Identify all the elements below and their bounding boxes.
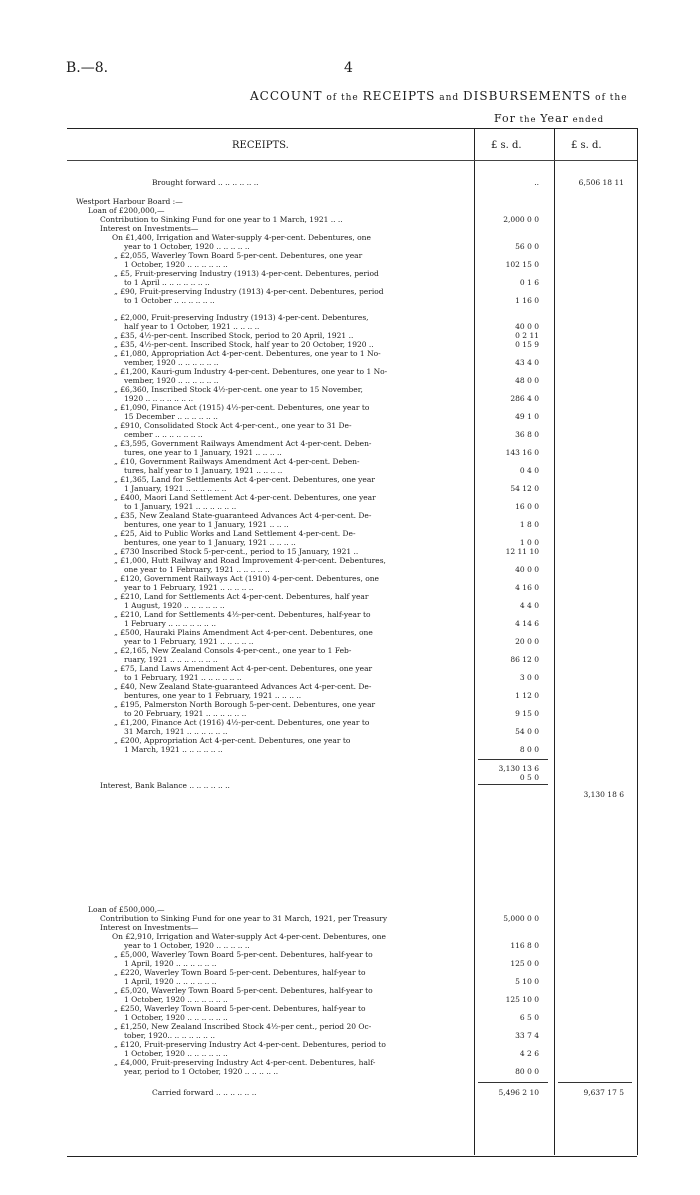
receipt-line: 1 January, 1921 .. .. .. .. .. ..: [124, 484, 227, 493]
receipt-line: Westport Harbour Board :—: [76, 197, 183, 206]
receipt-line: 1 October, 1920 .. .. .. .. .. ..: [124, 995, 228, 1004]
receipt-line: tures, half year to 1 January, 1921 .. .. .. ..: [124, 466, 283, 475]
amount-cell: 125 10 0: [505, 995, 539, 1004]
receipt-line: 1 February .. .. .. .. .. .. ..: [124, 619, 216, 628]
receipt-line: 1 October, 1920 .. .. .. .. .. ..: [124, 1049, 228, 1058]
receipt-line: „ £5,000, Waverley Town Board 5-per-cent. Debentures, half-year to: [114, 950, 373, 959]
receipt-line: „ £120, Fruit-preserving Industry Act 4-per-cent. Debentures, period to: [114, 1040, 386, 1049]
amount-cell: 1 12 0: [515, 691, 539, 700]
amount-cell: 116 8 0: [510, 941, 539, 950]
document-code: B.—8.: [66, 60, 109, 76]
amount-cell: 5,000 0 0: [503, 914, 539, 923]
amount-cell: 0 15 9: [515, 340, 539, 349]
amount-cell: 0 2 11: [515, 331, 539, 340]
receipts-column-header: RECEIPTS.: [232, 140, 289, 151]
amount-cell: 143 16 0: [505, 448, 539, 457]
amount-cell: 4 4 0: [519, 601, 539, 610]
receipt-line: half year to 1 October, 1921 .. .. .. ..: [124, 322, 260, 331]
subtotal-rule: [478, 784, 548, 785]
page-title: [250, 89, 628, 103]
amount-cell: 5 10 0: [515, 977, 539, 986]
amount-cell: 56 0 0: [515, 242, 539, 251]
title-part: of the: [591, 93, 628, 103]
receipt-line: „ £10, Government Railways Amendment Act 4-per-cent. Deben-: [114, 457, 360, 466]
subtitle-part: For: [494, 112, 516, 125]
receipt-line: „ £1,365, Land for Settlements Act 4-per-cent. Debentures, one year: [114, 475, 375, 484]
receipt-line: tures, one year to 1 January, 1921 .. .. .. ..: [124, 448, 282, 457]
amount-cell: 49 1 0: [515, 412, 539, 421]
receipt-line: Loan of £500,000,—: [88, 905, 165, 914]
amount-cell: 4 2 6: [519, 1049, 539, 1058]
receipt-line: „ £910, Consolidated Stock Act 4-per-cent., one year to 31 De-: [114, 421, 352, 430]
amount-cell: 4 16 0: [515, 583, 539, 592]
receipt-line: „ £6,360, Inscribed Stock 4½-per-cent. one year to 15 November,: [114, 385, 363, 394]
receipt-line: „ £40, New Zealand State-guaranteed Advances Act 4-per-cent. De-: [114, 682, 372, 691]
receipt-line: 1 April, 1920 .. .. .. .. .. ..: [124, 959, 217, 968]
receipt-line: to 20 February, 1921 .. .. .. .. .. ..: [124, 709, 247, 718]
amount-cell: 4 14 6: [515, 619, 539, 628]
receipt-line: Loan of £200,000,—: [88, 206, 165, 215]
amount-cell: 20 0 0: [515, 637, 539, 646]
receipt-line: „ £1,080, Appropriation Act 4-per-cent. Debentures, one year to 1 No-: [114, 349, 381, 358]
receipt-line: to 1 February, 1921 .. .. .. .. .. ..: [124, 673, 242, 682]
receipt-line: „ £195, Palmerston North Borough 5-per-cent. Debentures, one year: [114, 700, 376, 709]
column-divider: [637, 128, 638, 1155]
amount-cell: 3 0 0: [519, 673, 539, 682]
amount-cell: 0 5 0: [519, 773, 539, 782]
receipt-line: „ £210, Land for Settlements Act 4-per-cent. Debentures, half year: [114, 592, 369, 601]
receipt-line: 1 August, 1920 .. .. .. .. .. ..: [124, 601, 225, 610]
amount-cell: 1 8 0: [519, 520, 539, 529]
receipt-line: 15 December .. .. .. .. .. ..: [124, 412, 218, 421]
receipt-line: Interest, Bank Balance .. .. .. .. .. ..: [100, 781, 230, 790]
subtitle-part: the: [515, 115, 541, 125]
page-number: 4: [344, 60, 353, 76]
total-cell: 3,130 18 6: [583, 790, 624, 799]
receipt-line: „ £730 Inscribed Stock 5-per-cent., period to 15 January, 1921 ..: [114, 547, 359, 556]
receipt-line: Contribution to Sinking Fund for one year to 31 March, 1921, per Treasury: [100, 914, 388, 923]
receipt-line: to 1 January, 1921 .. .. .. .. .. ..: [124, 502, 237, 511]
amount-cell: 36 8 0: [515, 430, 539, 439]
receipt-line: ruary, 1921 .. .. .. .. .. .. ..: [124, 655, 218, 664]
receipt-line: 1 October, 1920 .. .. .. .. .. ..: [124, 1013, 228, 1022]
receipt-line: bentures, one year to 1 February, 1921 .. .. .. ..: [124, 691, 302, 700]
amount-cell: 12 11 10: [505, 547, 539, 556]
amount-cell: 2,000 0 0: [503, 215, 539, 224]
receipt-line: vember, 1920 .. .. .. .. .. ..: [124, 358, 219, 367]
receipt-line: „ £120, Government Railways Act (1910) 4-per-cent. Debentures, one: [114, 574, 379, 583]
amount-cell: 33 7 4: [515, 1031, 539, 1040]
amount-cell: 0 4 0: [519, 466, 539, 475]
receipt-line: „ £3,595, Government Railways Amendment Act 4-per-cent. Deben-: [114, 439, 372, 448]
receipt-line: year to 1 October, 1920 .. .. .. .. ..: [124, 242, 250, 251]
receipt-line: year to 1 February, 1921 .. .. .. .. ..: [124, 583, 254, 592]
receipt-line: Interest on Investments—: [100, 224, 199, 233]
total-rule: [558, 1082, 632, 1083]
amount-cell: 80 0 0: [515, 1067, 539, 1076]
amount-cell: 86 12 0: [510, 655, 539, 664]
amount-cell: 5,496 2 10: [498, 1088, 539, 1097]
receipt-line: „ £1,090, Finance Act (1915) 4½-per-cent. Debentures, one year to: [114, 403, 370, 412]
title-part: and: [435, 93, 463, 103]
amount-cell: 54 12 0: [510, 484, 539, 493]
header-rule: [67, 160, 637, 161]
receipt-line: vember, 1920 .. .. .. .. .. ..: [124, 376, 219, 385]
receipt-line: 1 March, 1921 .. .. .. .. .. ..: [124, 745, 223, 754]
receipt-line: to 1 April .. .. .. .. .. .. ..: [124, 278, 210, 287]
receipt-line: „ £5,020, Waverley Town Board 5-per-cent. Debentures, half-year to: [114, 986, 373, 995]
receipt-line: year to 1 October, 1920 .. .. .. .. ..: [124, 941, 250, 950]
title-part: RECEIPTS: [362, 89, 436, 103]
receipt-line: „ £5, Fruit-preserving Industry (1913) 4-per-cent. Debentures, period: [114, 269, 379, 278]
receipt-line: „ £25, Aid to Public Works and Land Settlement 4-per-cent. De-: [114, 529, 356, 538]
receipt-line: year, period to 1 October, 1920 .. .. .. .. ..: [124, 1067, 279, 1076]
column-divider: [474, 128, 475, 1155]
receipt-line: Contribution to Sinking Fund for one year to 1 March, 1921 .. ..: [100, 215, 343, 224]
receipt-line: bentures, one year to 1 January, 1921 .. .. .. ..: [124, 538, 296, 547]
receipt-line: „ £2,165, New Zealand Consols 4-per-cent., one year to 1 Feb-: [114, 646, 352, 655]
total-cell: 6,506 18 11: [578, 178, 624, 187]
receipt-line: „ £35, New Zealand State-guaranteed Advances Act 4-per-cent. De-: [114, 511, 372, 520]
amount-cell: 16 0 0: [515, 502, 539, 511]
amount-cell: 54 0 0: [515, 727, 539, 736]
amount-cell: 6 5 0: [519, 1013, 539, 1022]
title-part: DISBURSEMENTS: [463, 89, 592, 103]
subtotal-rule: [478, 759, 548, 760]
receipt-line: „ £1,250, New Zealand Inscribed Stock 4½-per cent., period 20 Oc-: [114, 1022, 372, 1031]
amount-cell: 102 15 0: [505, 260, 539, 269]
receipt-line: „ £250, Waverley Town Board 5-per-cent. Debentures, half-year to: [114, 1004, 366, 1013]
total-cell: 9,637 17 5: [583, 1088, 624, 1097]
title-part: ACCOUNT: [250, 89, 323, 103]
receipt-line: cember .. .. .. .. .. .. ..: [124, 430, 203, 439]
amount-cell: 1 0 0: [519, 538, 539, 547]
receipt-line: bentures, one year to 1 January, 1921 .. .. ..: [124, 520, 289, 529]
amount-cell: 43 4 0: [515, 358, 539, 367]
column-divider: [554, 128, 555, 1155]
receipt-line: „ £500, Hauraki Plains Amendment Act 4-per-cent. Debentures, one: [114, 628, 373, 637]
title-part: of the: [322, 93, 363, 103]
receipt-line: one year to 1 February, 1921 .. .. .. .. ..: [124, 565, 270, 574]
receipt-line: „ £90, Fruit-preserving Industry (1913) 4-per-cent. Debentures, period: [114, 287, 384, 296]
amount-cell: 125 0 0: [510, 959, 539, 968]
receipt-line: „ £35, 4½-per-cent. Inscribed Stock, period to 20 April, 1921 ..: [114, 331, 354, 340]
subtotal-rule: [478, 1082, 548, 1083]
receipt-line: Interest on Investments—: [100, 923, 199, 932]
receipt-line: „ £75, Land Laws Amendment Act 4-per-cent. Debentures, one year: [114, 664, 373, 673]
receipt-line: „ £220, Waverley Town Board 5-per-cent. Debentures, half-year to: [114, 968, 366, 977]
subtitle-part: Year: [540, 112, 569, 125]
amount-cell: 0 1 6: [519, 278, 539, 287]
receipt-line: „ £210, Land for Settlements 4½-per-cent. Debentures, half-year to: [114, 610, 371, 619]
receipt-line: Carried forward .. .. .. .. .. ..: [152, 1088, 257, 1097]
receipt-line: On £2,910, Irrigation and Water-supply Act 4-per-cent. Debentures, one: [112, 932, 386, 941]
receipt-line: „ £4,000, Fruit-preserving Industry Act 4-per-cent. Debentures, half-: [114, 1058, 376, 1067]
receipt-line: 1 October, 1920 .. .. .. .. .. ..: [124, 260, 228, 269]
amount-cell: 48 0 0: [515, 376, 539, 385]
amount-cell: 9 15 0: [515, 709, 539, 718]
receipt-line: tober, 1920.. .. .. .. .. .. ..: [124, 1031, 216, 1040]
receipt-line: „ £1,200, Finance Act (1916) 4½-per-cent. Debentures, one year to: [114, 718, 370, 727]
amount-cell: 1 16 0: [515, 296, 539, 305]
receipt-line: year to 1 February, 1921 .. .. .. .. ..: [124, 637, 254, 646]
amount-cell: 40 0 0: [515, 565, 539, 574]
amount-cell: ..: [534, 178, 539, 187]
receipt-line: „ £400, Maori Land Settlement Act 4-per-cent. Debentures, one year: [114, 493, 376, 502]
amount-cell: 3,130 13 6: [498, 764, 539, 773]
amount-cell: 40 0 0: [515, 322, 539, 331]
receipt-line: „ £2,000, Fruit-preserving Industry (1913) 4-per-cent. Debentures,: [114, 313, 369, 322]
receipt-line: „ £1,200, Kauri-gum Industry 4-per-cent. Debentures, one year to 1 No-: [114, 367, 388, 376]
receipt-line: Brought forward .. .. .. .. .. ..: [152, 178, 259, 187]
receipt-line: „ £2,055, Waverley Town Board 5-per-cent. Debentures, one year: [114, 251, 363, 260]
amount-cell: 8 0 0: [519, 745, 539, 754]
receipt-line: to 1 October .. .. .. .. .. ..: [124, 296, 215, 305]
receipt-line: „ £1,000, Hutt Railway and Road Improvement 4-per-cent. Debentures,: [114, 556, 386, 565]
total-column-header: £ s. d.: [571, 140, 602, 151]
receipt-line: „ £35, 4½-per-cent. Inscribed Stock, half year to 20 October, 1920 ..: [114, 340, 374, 349]
receipt-line: „ £200, Appropriation Act 4-per-cent. Debentures, one year to: [114, 736, 351, 745]
receipt-line: On £1,400, Irrigation and Water-supply 4-per-cent. Debentures, one: [112, 233, 371, 242]
receipt-line: 1920 .. .. .. .. .. .. ..: [124, 394, 194, 403]
amount-cell: 286 4 0: [510, 394, 539, 403]
subtitle-part: ended: [568, 115, 605, 125]
page-subtitle: [494, 112, 604, 125]
receipt-line: 1 April, 1920 .. .. .. .. .. ..: [124, 977, 217, 986]
receipt-line: 31 March, 1921 .. .. .. .. .. ..: [124, 727, 228, 736]
amount-column-header: £ s. d.: [491, 140, 522, 151]
